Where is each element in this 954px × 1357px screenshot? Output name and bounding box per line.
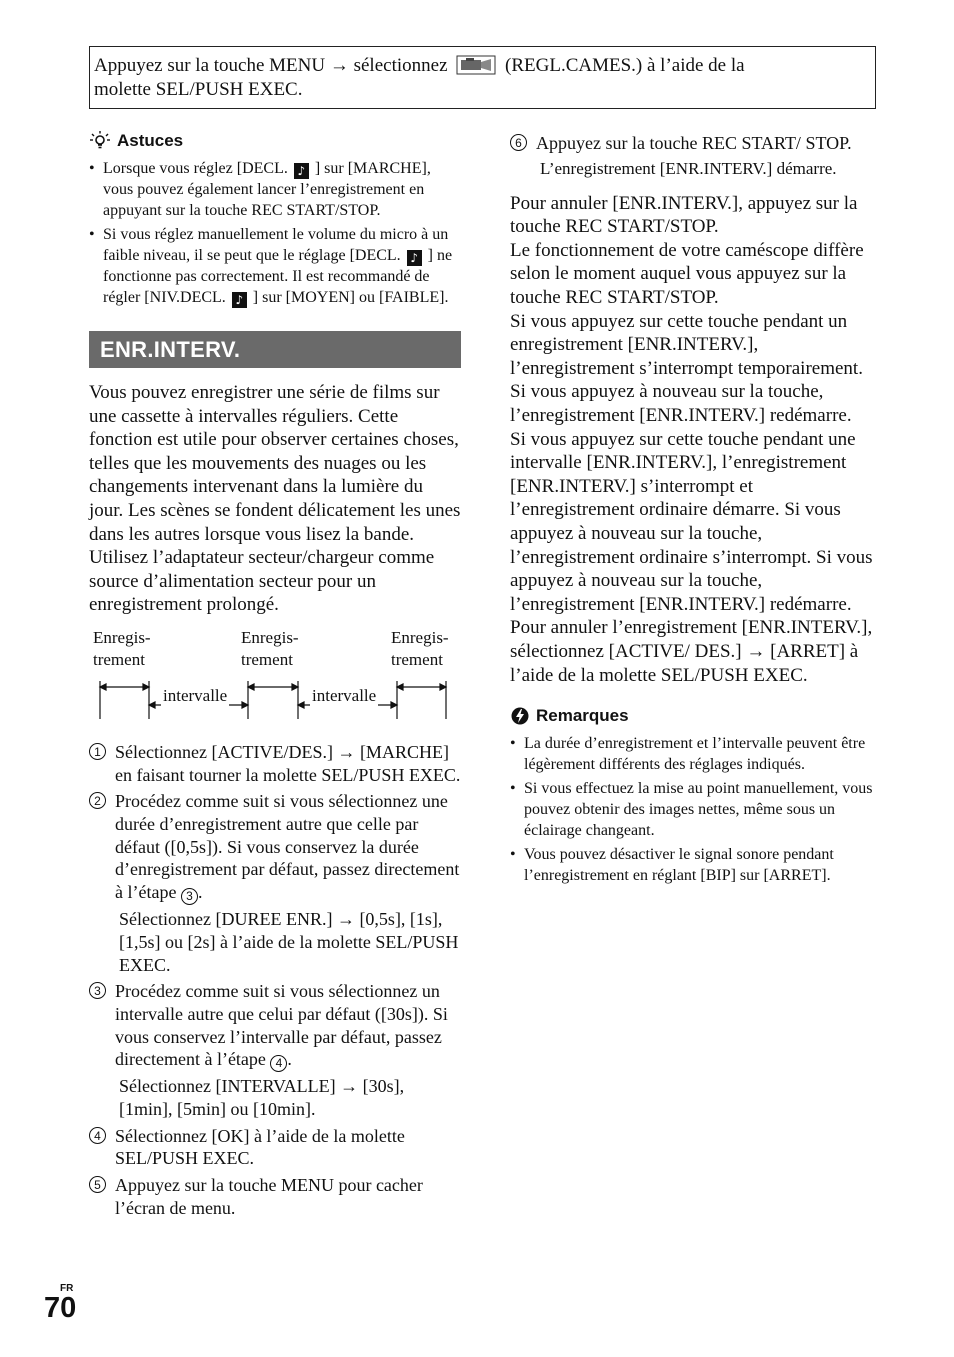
notes-list	[510, 733, 880, 886]
step-substep: Sélectionnez [INTERVALLE] → [30s], [1min], [5min] ou [10min].	[119, 1076, 405, 1120]
diagram-timeline	[89, 681, 461, 721]
step-number: 5	[89, 1176, 106, 1193]
note-item: • Si vous effectuez la mise au point manuellement, vous pouvez obtenir des images nettes, même sous un éclairage changeant.	[510, 778, 880, 841]
tip-item: • Si vous réglez manuellement le volume du micro à un faible niveau, il se peut que le réglage [DECL. ♪ ] ne fonctionne pas correctement. Il est recommandé de régler [NIV.DECL. ♪ ] sur [MOYEN] ou [FAIBLE].	[89, 224, 461, 308]
step-reference: 4	[270, 1055, 287, 1072]
page-number: 70	[44, 1292, 77, 1324]
camera-settings-icon	[456, 55, 496, 75]
lightbulb-icon	[89, 130, 111, 152]
tips-heading: Astuces	[89, 130, 461, 152]
right-column	[510, 130, 880, 889]
step-item: 4 Sélectionnez [OK] à l’aide de la molette SEL/PUSH EXEC.	[89, 1125, 461, 1170]
step-number: 6	[510, 134, 527, 151]
diagram-label-interval: intervalle	[312, 685, 377, 705]
steps-list-continued	[510, 132, 880, 180]
music-note-icon: ♪	[407, 250, 422, 266]
music-note-icon: ♪	[232, 292, 247, 308]
diagram-label-interval: intervalle	[163, 685, 228, 705]
note-item: • La durée d’enregistrement et l’intervalle peuvent être légèrement différents des réglages indiqués.	[510, 733, 880, 775]
step-reference: 3	[181, 888, 198, 905]
step-substep: L’enregistrement [ENR.INTERV.] démarre.	[540, 158, 837, 178]
notes-heading: Remarques	[510, 705, 880, 727]
step-substep: Sélectionnez [DUREE ENR.] → [0,5s], [1s], [1,5s] ou [2s] à l’aide de la molette SEL/PUSH EXEC.	[119, 909, 459, 975]
step-item: 5 Appuyez sur la touche MENU pour cacher l’écran de menu.	[89, 1174, 461, 1219]
interval-explanation: Pour annuler [ENR.INTERV.], appuyez sur la touche REC START/STOP. Le fonctionnement de votre caméscope diffère selon le moment auquel vous appuyez sur la touche REC START/STOP. Si vous appuyez sur cette touche pendant un enregistrement [ENR.INTERV.], l’enregistrement s’interrompt temporairement. Si vous appuyez à nouveau sur la touche, l’enregistrement [ENR.INTERV.] redémarre. Si vous appuyez sur cette touche pendant une intervalle [ENR.INTERV.], l’enregistrement [ENR.INTERV.] s’interrompt et l’enregistrement ordinaire démarre. Si vous appuyez à nouveau sur la touche, l’enregistrement ordinaire s’interrompt. Si vous appuyez à nouveau sur la touche, l’enregistrement [ENR.INTERV.] redémarre. Pour annuler l’enregistrement [ENR.INTERV.], sélectionnez [ACTIVE/ DES.] → [ARRET] à l’aide de la molette SEL/PUSH EXEC.	[510, 192, 873, 686]
diagram-label-recording: Enregis- trement	[241, 627, 299, 669]
steps-list	[89, 741, 461, 1220]
step-number: 2	[89, 792, 106, 809]
menu-instruction-box: Appuyez sur la touche MENU → sélectionnez (REGL.CAMES.) à l’aide de la molette SEL/PUSH EXEC.	[89, 46, 876, 109]
section-title: ENR.INTERV.	[89, 331, 461, 368]
step-item: 6 Appuyez sur la touche REC START/ STOP. L’enregistrement [ENR.INTERV.] démarre.	[510, 132, 880, 180]
diagram-label-recording: Enregis- trement	[391, 627, 449, 669]
note-item: • Vous pouvez désactiver le signal sonore pendant l’enregistrement en réglant [BIP] sur [ARRET].	[510, 844, 880, 886]
tip-item: • Lorsque vous réglez [DECL. ♪ ] sur [MARCHE], vous pouvez également lancer l’enregistrement en appuyant sur la touche REC START/STOP.	[89, 158, 461, 221]
step-number: 1	[89, 743, 106, 760]
step-item: 2 Procédez comme suit si vous sélectionnez une durée d’enregistrement autre que celle par défaut ([0,5s]). Si vous conservez la durée d’enregistrement par défaut, passez directement à l’étape 3 . Sélectionnez [DUREE ENR.] → [0,5s], [1s], [1,5s] ou [2s] à l’aide de la molette SEL/PUSH EXEC.	[89, 790, 461, 976]
section-intro: Vous pouvez enregistrer une série de films sur une cassette à intervalles réguliers. Cette fonction est utile pour observer certaines choses, telles que les mouvements des nuages ou les changements intervenant dans la lumière du jour. Les scènes se fondent délicatement les unes dans les autres lorsque vous lisez la bande. Utilisez l’adaptateur secteur/chargeur comme source d’alimentation secteur pour un enregistrement prolongé.	[89, 382, 461, 616]
left-column	[89, 130, 461, 1224]
step-number: 4	[89, 1127, 106, 1144]
step-item: 1 Sélectionnez [ACTIVE/DES.] → [MARCHE] en faisant tourner la molette SEL/PUSH EXEC.	[89, 741, 461, 786]
step-item: 3 Procédez comme suit si vous sélectionnez un intervalle autre que celui par défaut ([30s]). Si vous conservez l’intervalle par défaut, passez directement à l’étape 4 . Sélectionnez [INTERVALLE] → [30s], [1min], [5min] ou [10min].	[89, 980, 461, 1121]
interval-diagram	[89, 627, 461, 727]
warning-icon	[510, 706, 530, 726]
tips-list	[89, 158, 461, 308]
step-number: 3	[89, 982, 106, 999]
page-language: FR	[60, 1283, 74, 1294]
music-note-icon: ♪	[294, 163, 309, 179]
diagram-label-recording: Enregis- trement	[93, 627, 151, 669]
